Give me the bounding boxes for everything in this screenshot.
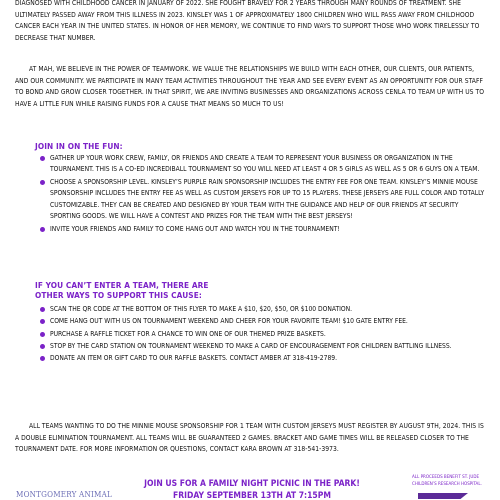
st-jude-logo-mark bbox=[418, 493, 468, 499]
join-heading: JOIN IN ON THE FUN: bbox=[35, 141, 123, 151]
support-item-gate: COME HANG OUT WITH US ON TOURNAMENT WEEKEND AND CHEER FOR YOUR FAVORITE TEAM! $10 GATE ENTRY FEE. bbox=[50, 316, 490, 327]
other-heading-line-1: IF YOU CAN’T ENTER A TEAM, THERE ARE bbox=[35, 280, 209, 290]
registration-paragraph: ALL TEAMS WANTING TO DO THE MINNIE MOUSE SPONSORSHIP FOR 1 TEAM WITH CUSTOM JERSEYS MUST REGISTER BY AUGUST 9TH, 2024. THIS IS A DOUBLE ELIMINATION TOURNAMENT. ALL TEAMS WILL BE GUARANTEED 2 GAMES. BRACKET AND GAME TIMES WILL BE RELEASED CLOSER TO THE TOURNAMENT DATE. FOR MORE INFORMATION OR QUESTIONS, CONTACT KARA BROWN AT 318-541-3973. bbox=[15, 422, 484, 454]
join-item-invite: INVITE YOUR FRIENDS AND FAMILY TO COME HANG OUT AND WATCH YOU IN THE TOURNAMENT! bbox=[50, 224, 490, 235]
intro-paragraph: DIAGNOSED WITH CHILDHOOD CANCER IN JANUARY OF 2022. SHE FOUGHT BRAVELY FOR 2 YEARS THROUGH MANY ROUNDS OF TREATMENT. SHE ULTIMATELY PASSED AWAY FROM THIS ILLNESS IN 2023. KINSLEY WAS 1 OF APPROXIMATELY 1800 CHILDREN WHO WILL PASS AWAY FROM CHILDHOOD CANCER EACH YEAR IN THE UNITED STATES. IN HONOR OF HER MEMORY, WE CONTINUE TO FIND WAYS TO SUPPORT THOSE WHO WORK TIRELESSLY TO DECREASE THAT NUMBER. bbox=[15, 0, 480, 42]
other-ways-heading bbox=[35, 280, 209, 300]
join-list bbox=[50, 153, 490, 236]
picnic-announcement bbox=[131, 478, 373, 500]
support-item-raffle: PURCHASE A RAFFLE TICKET FOR A CHANCE TO WIN ONE OF OUR THEMED PRIZE BASKETS. bbox=[50, 329, 490, 340]
montgomery-animal-logo-text: MONTGOMERY ANIMAL bbox=[16, 490, 112, 499]
picnic-line-2: FRIDAY SEPTEMBER 13TH AT 7:15PM bbox=[173, 491, 331, 500]
join-item-team: GATHER UP YOUR WORK CREW, FAMILY, OR FRIENDS AND CREATE A TEAM TO REPRESENT YOUR BUSINESS OR ORGANIZATION IN THE TOURNAMENT. THIS IS A CO-ED INCREDIBALL TOURNAMENT SO YOU WILL NEED AT LEAST 4 OR 5 GIRLS AS WELL AS 5 OR 6 GUYS ON A TEAM. bbox=[50, 153, 490, 176]
mah-teamwork-paragraph: AT MAH, WE BELIEVE IN THE POWER OF TEAMWORK. WE VALUE THE RELATIONSHIPS WE BUILD WITH EACH OTHER, OUR CLIENTS, OUR PATIENTS, AND OUR COMMUNITY. WE PARTICIPATE IN MANY TEAM ACTIVITIES THROUGHOUT THE YEAR AND SEE EVERY EVENT AS AN OPPORTUNITY FOR OUR STAFF TO BOND AND GROW CLOSER TOGETHER. IN THAT SPIRIT, WE ARE INVITING BUSINESSES AND ORGANIZATIONS ACROSS CENLA TO TEAM UP WITH US TO HAVE A LITTLE FUN WHILE RAISING FUNDS FOR A CAUSE THAT MEANS SO MUCH TO US! bbox=[15, 65, 484, 108]
join-item-sponsorship: CHOOSE A SPONSORSHIP LEVEL. KINSLEY’S PURPLE RAIN SPONSORSHIP INCLUDES THE ENTRY FEE FOR ONE TEAM. KINSLEY’S MINNIE MOUSE SPONSORSHIP INCLUDES THE ENTRY FEE AS WELL AS CUSTOM JERSEYS FOR UP TO 15 PLAYERS. THESE JERSEYS ARE FULL COLOR AND TOTALLY CUSTOMIZABLE. THEY CAN BE CREATED AND DESIGNED BY YOUR TEAM WITH THE GUIDANCE AND HELP OF OUR FRIENDS AT SECURITY SPORTING GOODS. WE WILL HAVE A CONTEST AND PRIZES FOR THE TEAM WITH THE BEST JERSEYS! bbox=[50, 177, 490, 223]
st-jude-benefit-text: ALL PROCEEDS BENEFIT ST. JUDE CHILDREN’S RESEARCH HOSPITAL. bbox=[412, 475, 482, 487]
support-item-donate: DONATE AN ITEM OR GIFT CARD TO OUR RAFFLE BASKETS. CONTACT AMBER AT 318-419-2789. bbox=[50, 353, 490, 364]
support-item-card-station: STOP BY THE CARD STATION ON TOURNAMENT WEEKEND TO MAKE A CARD OF ENCOURAGEMENT FOR CHILDREN BATTLING ILLNESS. bbox=[50, 341, 490, 352]
other-heading-line-2: OTHER WAYS TO SUPPORT THIS CAUSE: bbox=[35, 290, 202, 300]
support-list bbox=[50, 304, 490, 366]
support-item-donation: SCAN THE QR CODE AT THE BOTTOM OF THIS FLYER TO MAKE A $10, $20, $50, OR $100 DONATION. bbox=[50, 304, 490, 315]
picnic-line-1: JOIN US FOR A FAMILY NIGHT PICNIC IN THE PARK! bbox=[144, 479, 360, 489]
